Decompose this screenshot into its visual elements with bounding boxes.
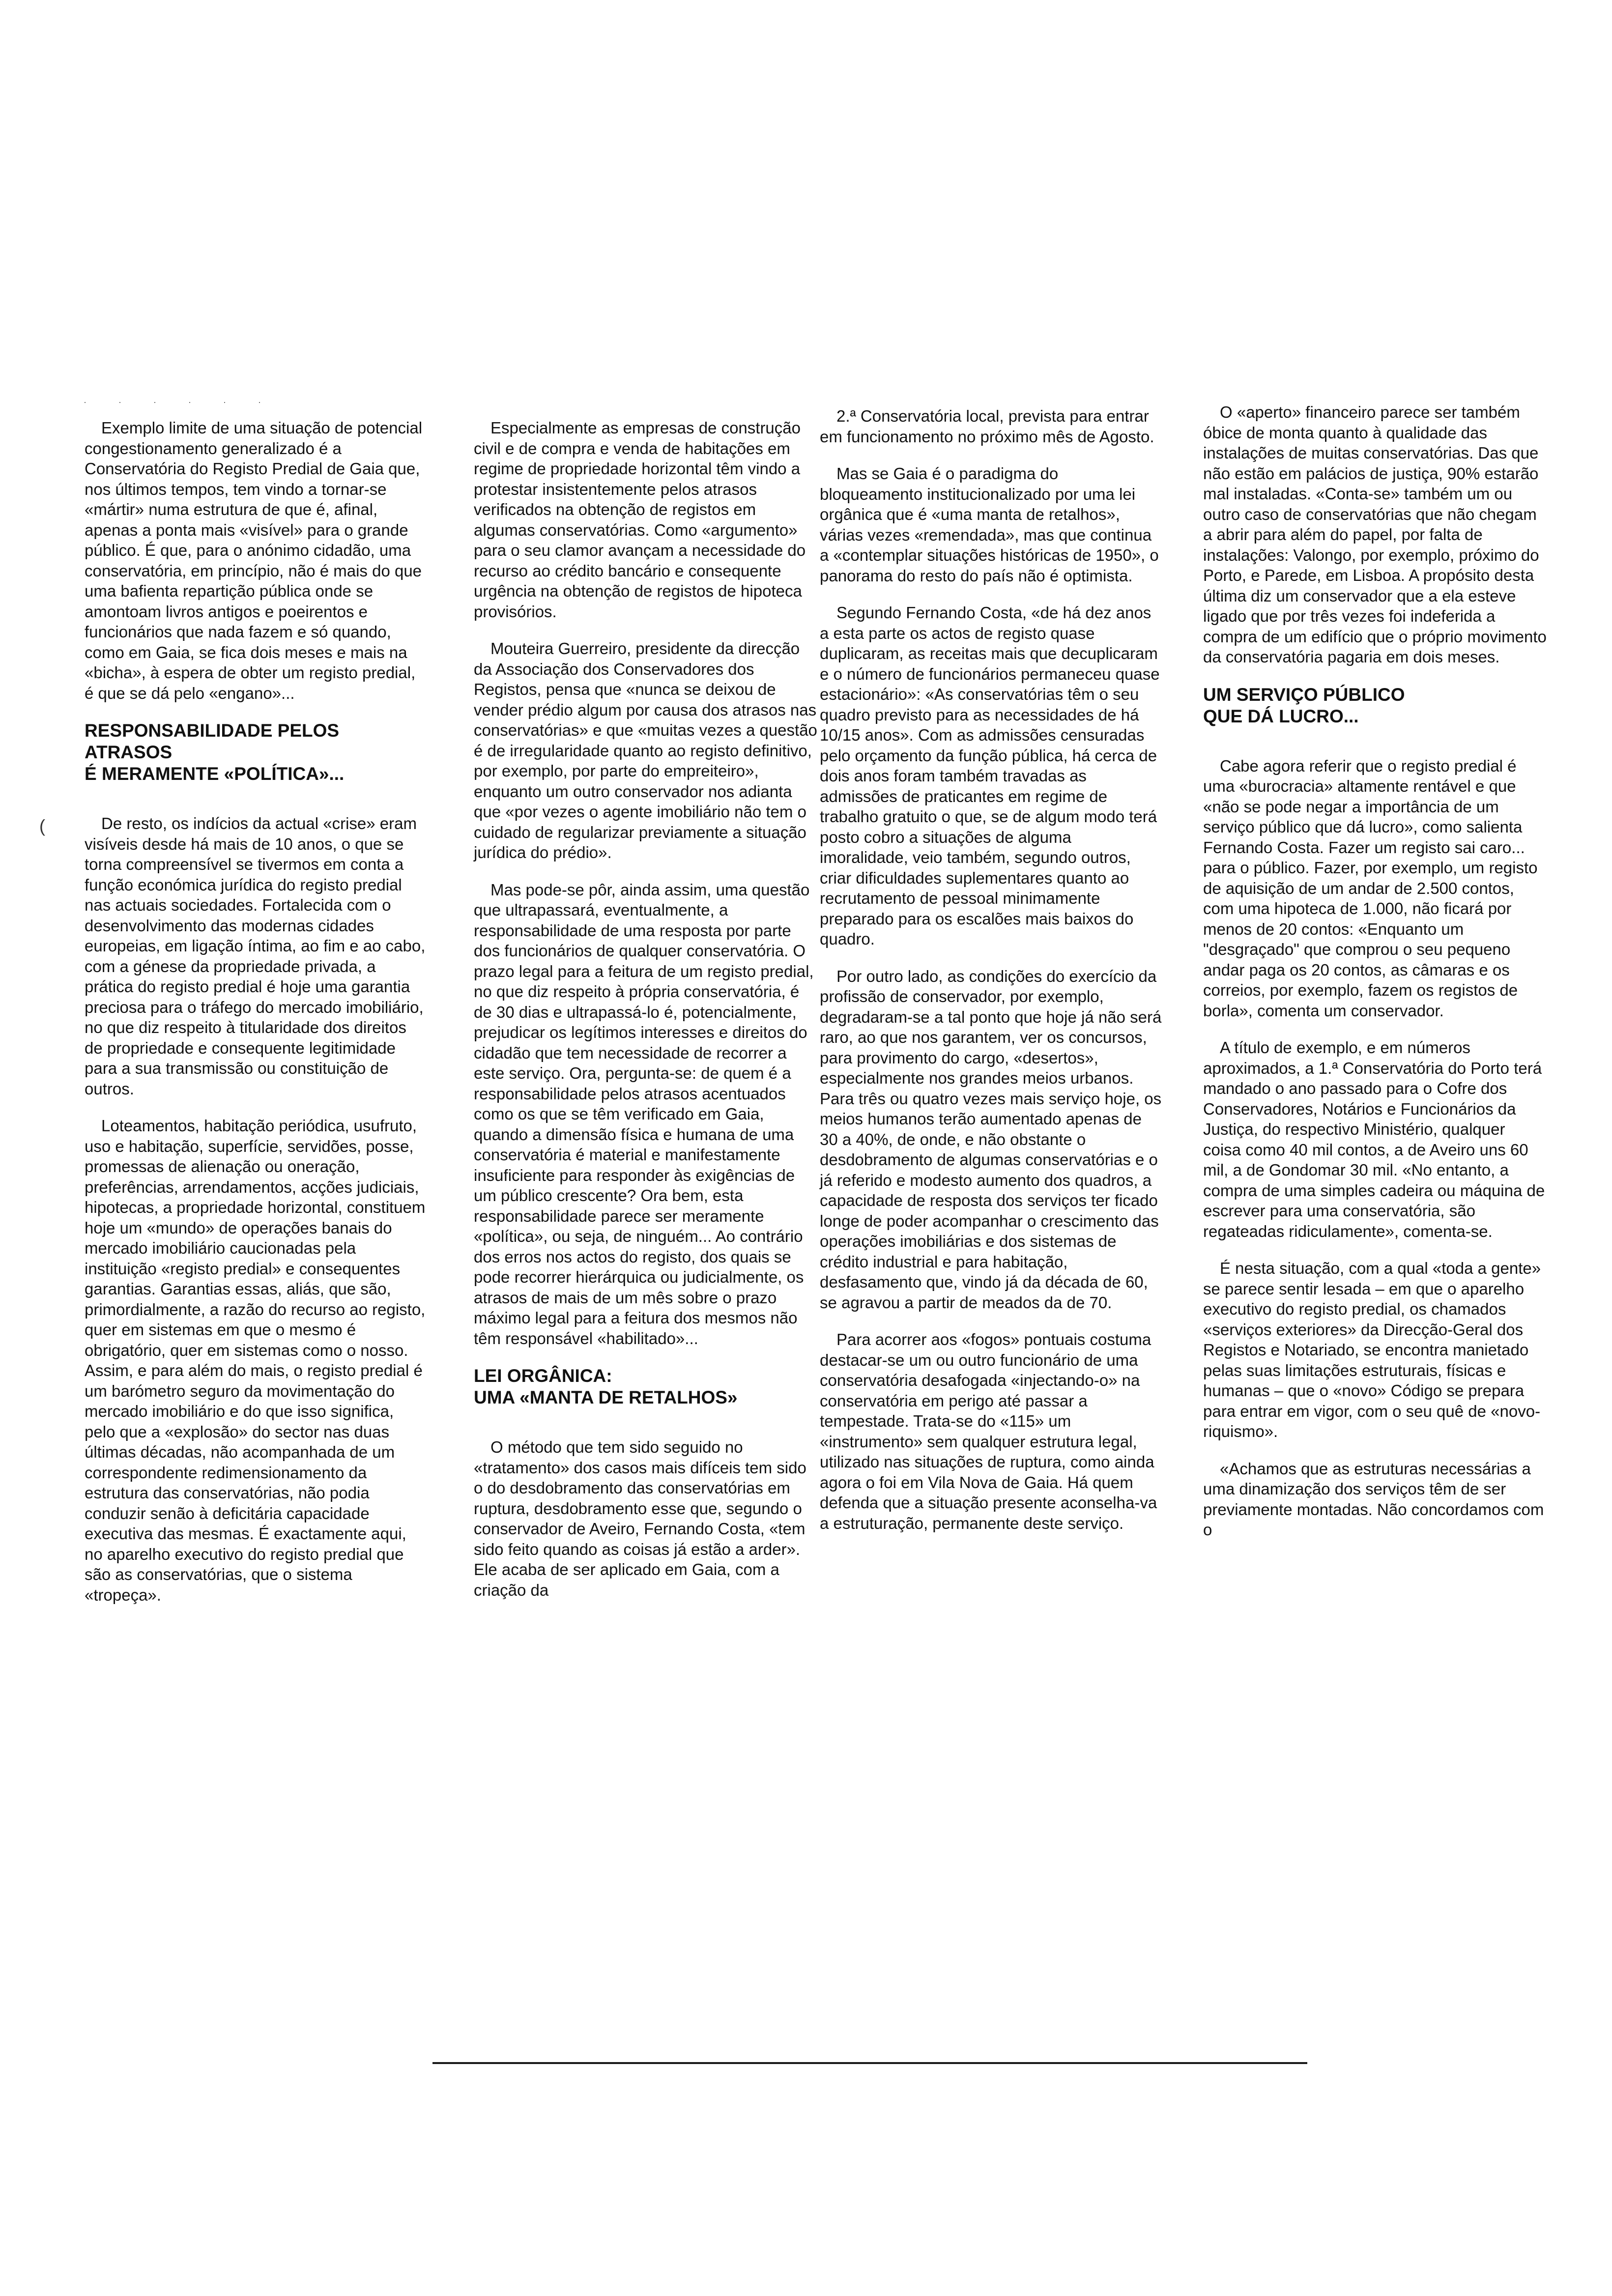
article-paragraph: A título de exemplo, e em números aproximados, a 1.ª Conservatória do Porto terá mandado o ano passado para o Cofre dos Conservadores, Notários e Funcionários da Justiça, do respectivo Ministério, qualquer coisa como 40 mil contos, a de Aveiro uns 60 mil, a de Gondomar 30 mil. «No entanto, a compra de uma simples cadeira ou máquina de escrever para uma conservatória, são regateadas ridiculamente», comenta-se. (1203, 1038, 1545, 1240)
margin-mark: ( (39, 816, 45, 836)
article-paragraph: Loteamentos, habitação periódica, usufruto, uso e habitação, superfície, servidões, posse, promessas de alienação ou oneração, preferências, arrendamentos, acções judiciais, hipotecas, a propriedade horizontal, constituem hoje um «mundo» de operações banais do mercado imobiliário caucionadas pela instituição «registo predial» e consequentes garantias. Garantias essas, aliás, que são, primordialmente, a razão do recurso ao registo, quer em sistemas em que o mesmo é obrigatório, quer em sistemas como o nosso. Assim, e para além do mais, o registo predial é um barómetro seguro da movimentação do mercado imobiliário e do que isso significa, pelo que a «explosão» do sector nas duas últimas décadas, não acompanhada de um correspondente redimensionamento da estrutura das conservatórias, não podia conduzir senão à deficitária capacidade executiva das mesmas. É exactamente aqui, no aparelho executivo do registo predial que são as conservatórias, que o sistema «tropeça». (85, 1117, 426, 1604)
article-paragraph: O método que tem sido seguido no «tratamento» dos casos mais difíceis tem sido o do desdobramento das conservatórias em ruptura, desdobramento esse que, segundo o conservador de Aveiro, Fernando Costa, «tem sido feito quando as coisas já estão a arder». Ele acaba de ser aplicado em Gaia, com a criação da (474, 1438, 806, 1599)
article-paragraph: 2.ª Conservatória local, prevista para entrar em funcionamento no próximo mês de Agosto. (820, 407, 1154, 446)
section-heading (474, 1365, 818, 1408)
article-paragraph: Cabe agora referir que o registo predial é uma «burocracia» altamente rentável e que «não se pode negar a importância de um serviço público que dá lucro», como salienta Fernando Costa. Fazer um registo sai caro... para o público. Fazer, por exemplo, um registo de aquisição de um andar de 2.500 contos, com uma hipoteca de 1.000, não ficará por menos de 20 contos: «Enquanto um "desgraçado" que comprou o seu pequeno andar paga os 20 contos, as câmaras e os correios, por exemplo, fazem os registos de borla», comenta um conservador. (1203, 756, 1538, 1020)
section-heading-line: UMA «MANTA DE RETALHOS» (474, 1387, 738, 1407)
article-paragraph: Mas pode-se pôr, ainda assim, uma questão que ultrapassará, eventualmente, a responsabilidade de uma resposta por parte dos funcionários de qualquer conservatória. O prazo legal para a feitura de um registo predial, no que diz respeito à própria conservatória, é de 30 dias e ultrapassá-lo é, potencialmente, prejudicar os legítimos interesses e direitos do cidadão que tem necessidade de recorrer a este serviço. Ora, pergunta-se: de quem é a responsabilidade pelos atrasos acentuados como os que se têm verificado em Gaia, quando a dimensão física e humana de uma conservatória é material e manifestamente insuficiente para responder às exigências de um público crescente? Ora bem, esta responsabilidade parece ser meramente «política», ou seja, de ninguém... Ao contrário dos erros nos actos do registo, dos quais se pode recorrer hierárquica ou judicialmente, os atrasos de mais de um mês sobre o prazo máximo legal para a feitura dos mesmos não têm responsável «habilitado»... (474, 880, 814, 1348)
scan-noise: · · · · · · (84, 397, 276, 407)
bottom-rule (432, 2062, 1307, 2064)
section-heading-line: RESPONSABILIDADE PELOS ATRASOS (85, 720, 340, 762)
column-3 (820, 406, 1164, 1550)
section-heading-line: LEI ORGÂNICA: (474, 1366, 612, 1386)
article-paragraph: Exemplo limite de uma situação de potencial congestionamento generalizado é a Conservatória do Registo Predial de Gaia que, nos últimos tempos, tem vindo a tornar-se «mártir» numa estrutura de que é, afinal, apenas a ponta mais «visível» para o grande público. É que, para o anónimo cidadão, uma conservatória, em princípio, não é mais do que uma bafienta repartição pública onde se amontoam livros antigos e poeirentos e funcionários que nada fazem e só quando, como em Gaia, se fica dois meses e mais na «bicha», à espera de obter um registo predial, é que se dá pelo «engano»... (85, 419, 423, 702)
section-heading (85, 720, 429, 785)
article-paragraph: Para acorrer aos «fogos» pontuais costuma destacar-se um ou outro funcionário de uma conservatória desafogada «injectando-o» na conservatória em perigo até passar a tempestade. Trata-se do «115» um «instrumento» sem qualquer estrutura legal, utilizado nas situações de ruptura, como ainda agora o foi em Vila Nova de Gaia. Há quem defenda que a situação presente aconselha-va a estruturação, permanente deste serviço. (820, 1330, 1157, 1532)
article-paragraph: O «aperto» financeiro parece ser também óbice de monta quanto à qualidade das instalações de muitas conservatórias. Das que não estão em palácios de justiça, 90% estarão mal instaladas. «Conta-se» também um ou outro caso de conservatórias que não chegam a abrir para além do papel, por falta de instalações: Valongo, por exemplo, próximo do Porto, e Parede, em Lisboa. A propósito desta última diz um conservador que a ela esteve ligado que por três vezes foi indeferida a compra de um edifício que o próprio movimento da conservatória pagaria em dois meses. (1203, 403, 1547, 666)
article-paragraph: De resto, os indícios da actual «crise» eram visíveis desde há mais de 10 anos, o que se torna compreensível se tivermos em conta a função económica jurídica do registo predial nas actuais sociedades. Fortalecida com o desenvolvimento das modernas cidades europeias, em ligação íntima, ao fim e ao cabo, com a génese da propriedade privada, a prática do registo predial é hoje uma garantia preciosa para o tráfego do mercado imobiliário, no que diz respeito à titularidade dos direitos de propriedade e consequente legitimidade para a sua transmissão ou constituição de outros. (85, 814, 426, 1098)
article-paragraph: «Achamos que as estruturas necessárias a uma dinamização dos serviços têm de ser previamente montadas. Não concordamos com o (1203, 1459, 1544, 1539)
article-paragraph: Segundo Fernando Costa, «de há dez anos a esta parte os actos de registo quase duplicaram, as receitas mais que decuplicaram e o número de funcionários permaneceu quase estacionário»: «As conservatórias têm o seu quadro previsto para as necessidades de há 10/15 anos». Com as admissões censuradas pelo orçamento da função pública, há cerca de dois anos foram também travadas as admissões de praticantes em regime de trabalho gratuito o que, se de algum modo terá posto cobro a situações de alguma imoralidade, veio também, segundo outros, criar dificuldades suplementares quanto ao recrutamento de pessoal minimamente preparado para os escalões mais baixos do quadro. (820, 603, 1160, 948)
section-heading (1203, 684, 1547, 727)
section-heading-line: UM SERVIÇO PÚBLICO (1203, 684, 1405, 705)
article-paragraph: Mas se Gaia é o paradigma do bloqueamento institucionalizado por uma lei orgânica que é «uma manta de retalhos», várias vezes «remendada», mas que continua a «contemplar situações históricas de 1950», o panorama do resto do país não é optimista. (820, 464, 1159, 585)
column-1 (85, 418, 429, 1622)
section-heading-line: É MERAMENTE «POLÍTICA»... (85, 764, 345, 784)
article-paragraph: Por outro lado, as condições do exercício da profissão de conservador, por exemplo, degradaram-se a tal ponto que hoje já não será raro, ao que nos garantem, ver os concursos, para provimento do cargo, «desertos», especialmente nos grandes meios urbanos. Para três ou quatro vezes mais serviço hoje, os meios humanos terão aumentado apenas de 30 a 40%, de onde, e não obstante o desdobramento de algumas conservatórias e o já referido e modesto aumento dos quadros, a capacidade de resposta dos serviços ter ficado longe de poder acompanhar o crescimento das operações imobiliárias e dos sistemas de crédito industrial e para habitação, desfasamento que, vindo já da década de 60, se agravou a partir de meados da de 70. (820, 967, 1162, 1312)
section-heading-line: QUE DÁ LUCRO... (1203, 706, 1359, 726)
article-paragraph: É nesta situação, com a qual «toda a gente» se parece sentir lesada – em que o aparelho executivo do registo predial, os chamados «serviços exteriores» da Direcção-Geral dos Registos e Notariado, se encontra manietado pelas suas limitações estruturais, físicas e humanas – que o «novo» Código se prepara para entrar em vigor, com o seu quê de «novo-riquismo». (1203, 1259, 1541, 1440)
article-paragraph: Especialmente as empresas de construção civil e de compra e venda de habitações em regime de propriedade horizontal têm vindo a protestar insistentemente pelos atrasos verificados na obtenção de registos em algumas conservatórias. Como «argumento» para o seu clamor avançam a necessidade do recurso ao crédito bancário e consequente urgência na obtenção de registos de hipoteca provisórios. (474, 419, 806, 621)
column-4 (1203, 402, 1547, 1557)
column-2 (474, 418, 818, 1617)
article-paragraph: Mouteira Guerreiro, presidente da direcção da Associação dos Conservadores dos Registos, pensa que «nunca se deixou de vender prédio algum por causa dos atrasos nas conservatórias» e que «muitas vezes a questão é de irregularidade quanto ao registo definitivo, por exemplo, por parte do empreiteiro», enquanto um outro conservador nos adianta que «por vezes o agente imobiliário não tem o cuidado de regularizar previamente a situação jurídica do prédio». (474, 639, 817, 861)
